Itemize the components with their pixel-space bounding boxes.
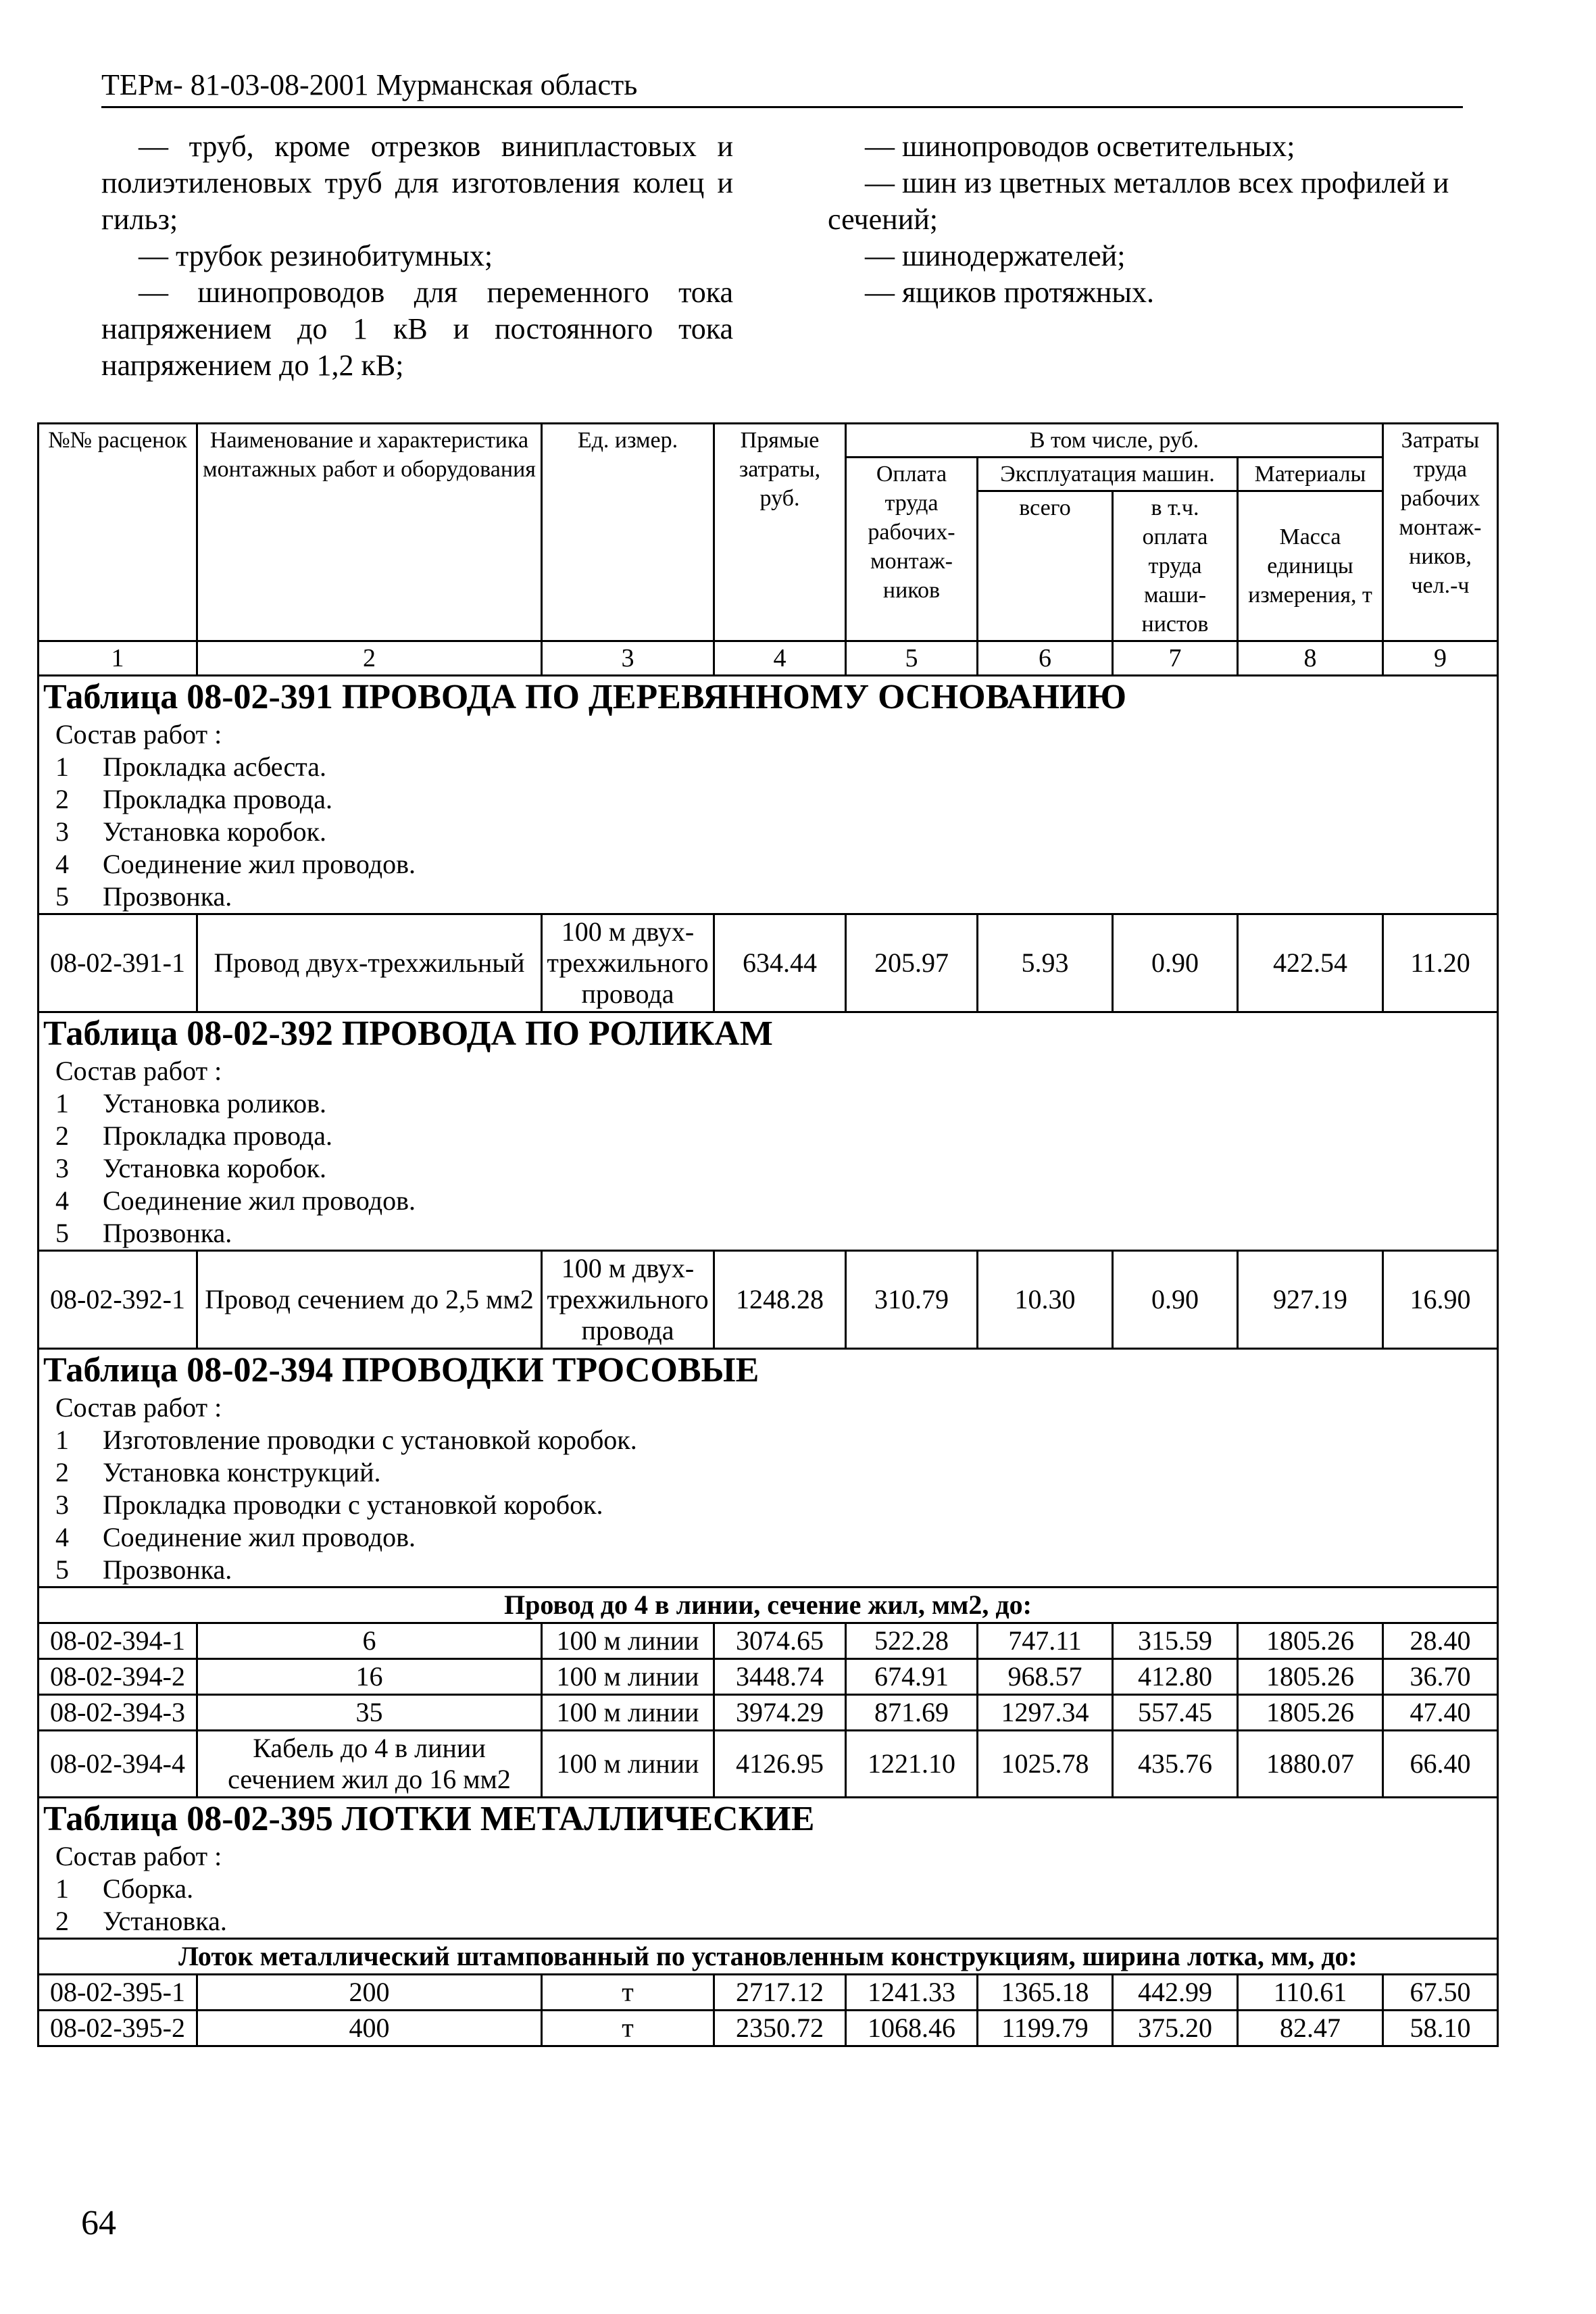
work-item-number: 1 [55,1425,69,1455]
table-row [39,2011,1498,2046]
header-machinist-pay: в т.ч. оплата труда маши-нистов [1113,491,1238,641]
work-item-number: 5 [55,1554,69,1585]
direct-costs: 1248.28 [714,1251,846,1349]
intro-paragraph: — шинопроводов осветительных; [865,130,1295,163]
work-item-text: Прокладка проводки с установкой коробок. [103,1490,603,1520]
header-name: Наименование и характеристика монтажных работ и оборудования [197,424,542,641]
header-direct-costs: Прямые затраты, руб. [714,424,846,641]
work-item-number: 3 [55,1153,69,1183]
intro-paragraph: — труб, кроме отрезков винипластовых и полиэтиленовых труб для изготовления колец и гильз; [101,130,733,236]
work-item [43,1120,1493,1152]
unit-of-measure: 100 м двух-трехжильного провода [542,1251,714,1349]
header-materials: Материалы [1238,458,1383,491]
column-number-row [39,641,1498,676]
direct-costs: 3974.29 [714,1695,846,1731]
group-row [39,1939,1498,1975]
work-item-number: 2 [55,1457,69,1487]
work-item-number: 4 [55,1522,69,1552]
work-item-number: 1 [55,1088,69,1118]
work-item [43,1217,1493,1250]
work-item-text: Соединение жил проводов. [103,849,416,879]
intro-left-column [101,128,733,384]
unit-of-measure: 100 м линии [542,1623,714,1659]
work-name: Кабель до 4 в линии сечением жил до 16 мм2 [197,1731,542,1798]
intro-paragraph: — трубок резинобитумных; [139,239,493,272]
labor-pay: 1221.10 [846,1731,978,1798]
direct-costs: 2717.12 [714,1975,846,2011]
work-name: Провод двух-трехжильный [197,914,542,1012]
labor-pay: 310.79 [846,1251,978,1349]
unit-of-measure: 100 м линии [542,1659,714,1695]
unit-of-measure: 100 м линии [542,1731,714,1798]
labor-hours: 47.40 [1383,1695,1498,1731]
work-name: 35 [197,1695,542,1731]
table-body [39,676,1498,2046]
column-number: 4 [714,641,846,676]
work-item-number: 5 [55,881,69,912]
rate-code: 08-02-395-2 [39,2011,197,2046]
work-item-text: Прокладка провода. [103,784,332,814]
materials-value: 1805.26 [1238,1695,1383,1731]
work-item-number: 3 [55,1490,69,1520]
work-item [43,816,1493,848]
labor-pay: 1241.33 [846,1975,978,2011]
work-composition-label: Состав работ : [55,719,222,749]
materials-value: 1805.26 [1238,1659,1383,1695]
machinist-pay: 412.80 [1113,1659,1238,1695]
work-item [43,1456,1493,1489]
section-title: Таблица 08-02-392 ПРОВОДА ПО РОЛИКАМ [43,1014,773,1053]
labor-hours: 16.90 [1383,1251,1498,1349]
materials-value: 82.47 [1238,2011,1383,2046]
table-row [39,914,1498,1012]
work-item-text: Установка коробок. [103,816,327,847]
work-item [43,751,1493,783]
header-labor-pay: Оплата труда рабочих-монтаж-ников [846,458,978,641]
column-number: 1 [39,641,197,676]
intro-paragraph: — шинодержателей; [865,239,1126,272]
section-block [39,1349,1498,1587]
section-title: Таблица 08-02-394 ПРОВОДКИ ТРОСОВЫЕ [43,1351,759,1389]
work-item-number: 3 [55,816,69,847]
rate-code: 08-02-394-4 [39,1731,197,1798]
work-item [43,881,1493,913]
table-row [39,1975,1498,2011]
intro-paragraph: — ящиков протяжных. [865,276,1154,309]
direct-costs: 3074.65 [714,1623,846,1659]
direct-costs: 3448.74 [714,1659,846,1695]
work-item [43,848,1493,881]
machinist-pay: 0.90 [1113,1251,1238,1349]
work-item-text: Соединение жил проводов. [103,1185,416,1216]
work-item [43,1087,1493,1120]
header-unit-mass: Масса единицы измерения, т [1238,491,1383,641]
work-item-text: Прокладка провода. [103,1121,332,1151]
machines-total: 1199.79 [978,2011,1113,2046]
document-header: ТЕРм- 81-03-08-2001 Мурманская область [101,68,1463,108]
work-composition-label: Состав работ : [55,1392,222,1423]
work-item [43,1873,1493,1905]
section-block [39,1012,1498,1251]
intro-right-column [828,128,1466,311]
direct-costs: 4126.95 [714,1731,846,1798]
machinist-pay: 315.59 [1113,1623,1238,1659]
work-item-number: 2 [55,1121,69,1151]
machines-total: 747.11 [978,1623,1113,1659]
table-row [39,1659,1498,1695]
work-item [43,1905,1493,1938]
work-item [43,783,1493,816]
unit-of-measure: 100 м линии [542,1695,714,1731]
work-item-text: Установка роликов. [103,1088,326,1118]
work-item-text: Установка. [103,1906,227,1936]
column-number: 5 [846,641,978,676]
rate-code: 08-02-391-1 [39,914,197,1012]
table-row [39,1695,1498,1731]
machinist-pay: 375.20 [1113,2011,1238,2046]
rate-code: 08-02-395-1 [39,1975,197,2011]
materials-value: 927.19 [1238,1251,1383,1349]
group-heading: Лоток металлический штампованный по установленным конструкциям, ширина лотка, мм, до: [39,1939,1498,1975]
work-item-text: Соединение жил проводов. [103,1522,416,1552]
machines-total: 1365.18 [978,1975,1113,2011]
table-row [39,1731,1498,1798]
labor-pay: 522.28 [846,1623,978,1659]
labor-pay: 674.91 [846,1659,978,1695]
machinist-pay: 435.76 [1113,1731,1238,1798]
machines-total: 1297.34 [978,1695,1113,1731]
section-row [39,676,1498,914]
section-row [39,1798,1498,1939]
work-item-text: Установка конструкций. [103,1457,381,1487]
rate-code: 08-02-394-3 [39,1695,197,1731]
header-labor-hours: Затраты труда рабочих монтаж-ников, чел.-ч [1383,424,1498,641]
work-item-text: Прозвонка. [103,881,232,912]
materials-value: 1880.07 [1238,1731,1383,1798]
machinist-pay: 0.90 [1113,914,1238,1012]
work-item [43,1489,1493,1521]
rate-code: 08-02-392-1 [39,1251,197,1349]
group-row [39,1587,1498,1623]
labor-hours: 58.10 [1383,2011,1498,2046]
machinist-pay: 557.45 [1113,1695,1238,1731]
labor-hours: 28.40 [1383,1623,1498,1659]
work-item-text: Изготовление проводки с установкой коробок. [103,1425,637,1455]
rate-code: 08-02-394-1 [39,1623,197,1659]
column-number: 7 [1113,641,1238,676]
column-number: 9 [1383,641,1498,676]
column-number: 8 [1238,641,1383,676]
section-block [39,676,1498,914]
work-item-text: Прозвонка. [103,1218,232,1248]
intro-paragraph: — шин из цветных металлов всех профилей и сечений; [828,166,1449,236]
work-composition-label: Состав работ : [55,1056,222,1086]
table-row [39,1623,1498,1659]
materials-value: 110.61 [1238,1975,1383,2011]
header-code: №№ расценок [39,424,197,641]
work-item-text: Сборка. [103,1873,194,1904]
work-item [43,1185,1493,1217]
direct-costs: 634.44 [714,914,846,1012]
header-machine-exploitation: Эксплуатация машин. [978,458,1238,491]
labor-hours: 36.70 [1383,1659,1498,1695]
work-name: 200 [197,1975,542,2011]
work-item [43,1152,1493,1185]
work-item-number: 2 [55,784,69,814]
work-item-text: Установка коробок. [103,1153,327,1183]
machinist-pay: 442.99 [1113,1975,1238,2011]
labor-pay: 871.69 [846,1695,978,1731]
column-number: 6 [978,641,1113,676]
work-item-text: Прозвонка. [103,1554,232,1585]
work-item-number: 5 [55,1218,69,1248]
group-heading: Провод до 4 в линии, сечение жил, мм2, до: [39,1587,1498,1623]
work-item-number: 4 [55,849,69,879]
work-item-number: 1 [55,752,69,782]
unit-of-measure: т [542,1975,714,2011]
materials-value: 1805.26 [1238,1623,1383,1659]
unit-of-measure: 100 м двух-трехжильного провода [542,914,714,1012]
work-item-number: 1 [55,1873,69,1904]
section-block [39,1798,1498,1939]
intro-paragraph: — шинопроводов для переменного тока напряжением до 1 кВ и постоянного тока напряжением до 1,2 кВ; [101,276,733,382]
machines-total: 1025.78 [978,1731,1113,1798]
column-number: 3 [542,641,714,676]
rate-code: 08-02-394-2 [39,1659,197,1695]
section-row [39,1012,1498,1251]
header-machines-total: всего [978,491,1113,641]
header-unit: Ед. измер. [542,424,714,641]
column-number: 2 [197,641,542,676]
machines-total: 968.57 [978,1659,1113,1695]
unit-of-measure: т [542,2011,714,2046]
labor-hours: 66.40 [1383,1731,1498,1798]
header-row [39,424,1498,458]
section-title: Таблица 08-02-391 ПРОВОДА ПО ДЕРЕВЯННОМУ ОСНОВАНИЮ [43,678,1127,716]
labor-hours: 67.50 [1383,1975,1498,2011]
work-item-number: 4 [55,1185,69,1216]
section-title: Таблица 08-02-395 ЛОТКИ МЕТАЛЛИЧЕСКИЕ [43,1800,815,1838]
work-item [43,1424,1493,1456]
work-item [43,1554,1493,1586]
work-item-number: 2 [55,1906,69,1936]
work-name: Провод сечением до 2,5 мм2 [197,1251,542,1349]
rates-table [37,422,1499,2047]
materials-value: 422.54 [1238,914,1383,1012]
table-row [39,1251,1498,1349]
work-item-text: Прокладка асбеста. [103,752,327,782]
work-composition-label: Состав работ : [55,1841,222,1871]
page-number: 64 [81,2204,116,2242]
section-row [39,1349,1498,1587]
header-including-group: В том числе, руб. [846,424,1383,458]
machines-total: 10.30 [978,1251,1113,1349]
labor-pay: 1068.46 [846,2011,978,2046]
machines-total: 5.93 [978,914,1113,1012]
work-name: 16 [197,1659,542,1695]
labor-hours: 11.20 [1383,914,1498,1012]
direct-costs: 2350.72 [714,2011,846,2046]
labor-pay: 205.97 [846,914,978,1012]
work-name: 400 [197,2011,542,2046]
work-item [43,1521,1493,1554]
work-name: 6 [197,1623,542,1659]
